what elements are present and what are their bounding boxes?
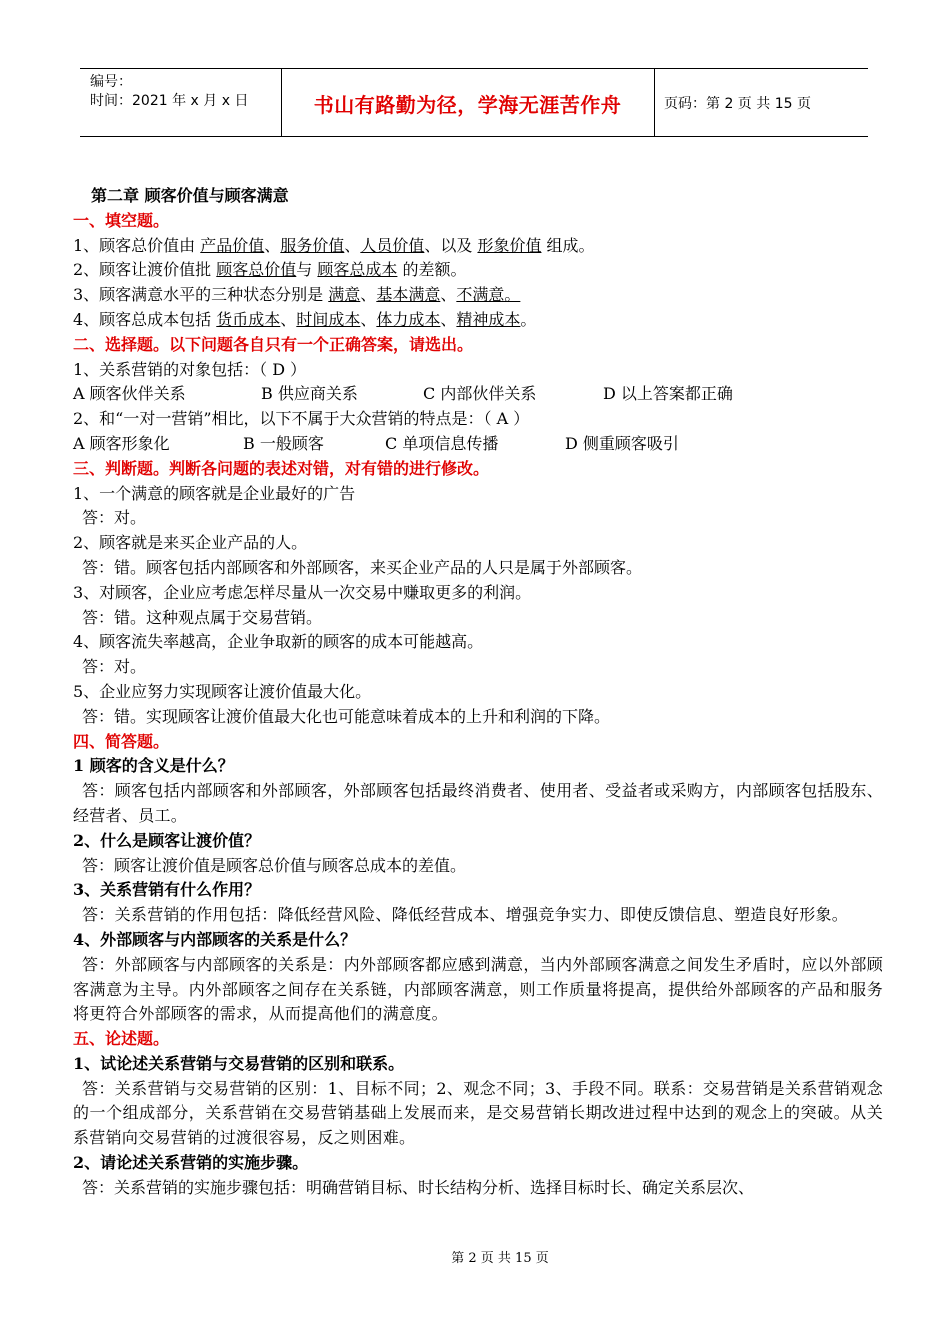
choice-option: A 顾客伙伴关系	[73, 384, 186, 404]
choice-options-2	[73, 432, 883, 457]
essay-answer: 答：关系营销与交易营销的区别：1、目标不同；2、观念不同；3、手段不同。联系：交易营销是关系营销观念的一个组成部分，关系营销在交易营销基础上发展而来，是交易营销长期改进过程中达到的观念上的突破。从关系营销向交易营销的过渡很容易，反之则困难。	[73, 1078, 883, 1148]
essay-question: 1、试论述关系营销与交易营销的区别和联系。	[73, 1053, 405, 1073]
section-heading-short: 四、简答题。	[73, 731, 170, 751]
choice-option: D 侧重顾客吸引	[565, 433, 679, 453]
page-footer: 第 2 页 共 15 页	[451, 1251, 549, 1266]
number-label: 编号：	[90, 74, 132, 90]
short-question: 4、外部顾客与内部顾客的关系是什么？	[73, 929, 357, 949]
section-heading-essay: 五、论述题。	[73, 1029, 170, 1049]
short-question: 1 顾客的含义是什么？	[73, 756, 234, 776]
section-heading-choice: 二、选择题。以下问题各自只有一个正确答案，请选出。	[73, 334, 474, 354]
judge-question: 1、一个满意的顾客就是企业最好的广告	[73, 483, 356, 503]
section-heading-fill: 一、填空题。	[73, 210, 170, 230]
choice-option: C 内部伙伴关系	[423, 384, 537, 404]
choice-option: B 一般顾客	[243, 433, 324, 453]
fill-question-4: 4、顾客总成本包括 货币成本、时间成本、体力成本、精神成本。	[73, 309, 537, 329]
header-page-info: 页码：第 2 页 共 15 页	[664, 96, 811, 112]
short-answer: 答：关系营销的作用包括：降低经营风险、降低经营成本、增强竞争实力、即使反馈信息、塑造良好形象。	[82, 905, 849, 925]
document-body	[73, 184, 883, 1201]
short-answer: 答：顾客让渡价值是顾客总价值与顾客总成本的差值。	[82, 855, 467, 875]
judge-question: 5、企业应努力实现顾客让渡价值最大化。	[73, 681, 372, 701]
choice-option: B 供应商关系	[261, 384, 358, 404]
time-line: 时间：2021 年 x 月 x 日	[90, 93, 249, 109]
judge-question: 4、顾客流失率越高，企业争取新的顾客的成本可能越高。	[73, 632, 484, 652]
short-answer: 答：外部顾客与内部顾客的关系是：内外部顾客都应感到满意，当内外部顾客满意之间发生矛盾时，应以外部顾客满意为主导。内外部顾客之间存在关系链，内部顾客满意，则工作质量将提高，提供给外部顾客的产品和服务将更符合外部顾客的需求，从而提高他们的满意度。	[73, 954, 883, 1024]
judge-answer: 答：对。	[82, 508, 147, 528]
essay-question: 2、请论述关系营销的实施步骤。	[73, 1153, 309, 1173]
short-question: 3、关系营销有什么作用？	[73, 880, 261, 900]
fill-question-2: 2、顾客让渡价值批 顾客总价值与 顾客总成本 的差额。	[73, 260, 467, 280]
choice-option: C 单项信息传播	[385, 433, 499, 453]
page-header	[80, 68, 868, 137]
header-divider	[654, 69, 655, 136]
choice-question-2: 2、和“一对一营销”相比，以下不属于大众营销的特点是：（ A ）	[73, 409, 530, 429]
judge-answer: 答：错。这种观点属于交易营销。	[82, 607, 323, 627]
header-motto: 书山有路勤为径，学海无涯苦作舟	[313, 93, 622, 117]
fill-question-1: 1、顾客总价值由 产品价值、服务价值、人员价值、以及 形象价值 组成。	[73, 235, 595, 255]
chapter-title: 第二章 顾客价值与顾客满意	[91, 186, 289, 205]
choice-option: D 以上答案都正确	[603, 384, 733, 404]
judge-answer: 答：错。实现顾客让渡价值最大化也可能意味着成本的上升和利润的下降。	[82, 706, 611, 726]
choice-option: A 顾客形象化	[73, 433, 170, 453]
header-meta	[90, 73, 248, 111]
judge-question: 3、对顾客，企业应考虑怎样尽量从一次交易中赚取更多的利润。	[73, 582, 532, 602]
judge-answer: 答：对。	[82, 657, 147, 677]
essay-answer: 答：关系营销的实施步骤包括：明确营销目标、时长结构分析、选择目标时长、确定关系层次、	[82, 1177, 755, 1197]
judge-question: 2、顾客就是来买企业产品的人。	[73, 533, 308, 553]
choice-options-1	[73, 382, 883, 407]
choice-question-1: 1、关系营销的对象包括：（ D ）	[73, 359, 307, 379]
fill-question-3: 3、顾客满意水平的三种状态分别是 满意、基本满意、不满意。	[73, 285, 521, 305]
judge-answer: 答：错。顾客包括内部顾客和外部顾客，来买企业产品的人只是属于外部顾客。	[82, 557, 643, 577]
short-question: 2、什么是顾客让渡价值？	[73, 830, 261, 850]
section-heading-judge: 三、判断题。判断各问题的表述对错，对有错的进行修改。	[73, 458, 490, 478]
short-answer: 答：顾客包括内部顾客和外部顾客，外部顾客包括最终消费者、使用者、受益者或采购方，内部顾客包括股东、经营者、员工。	[73, 781, 883, 825]
